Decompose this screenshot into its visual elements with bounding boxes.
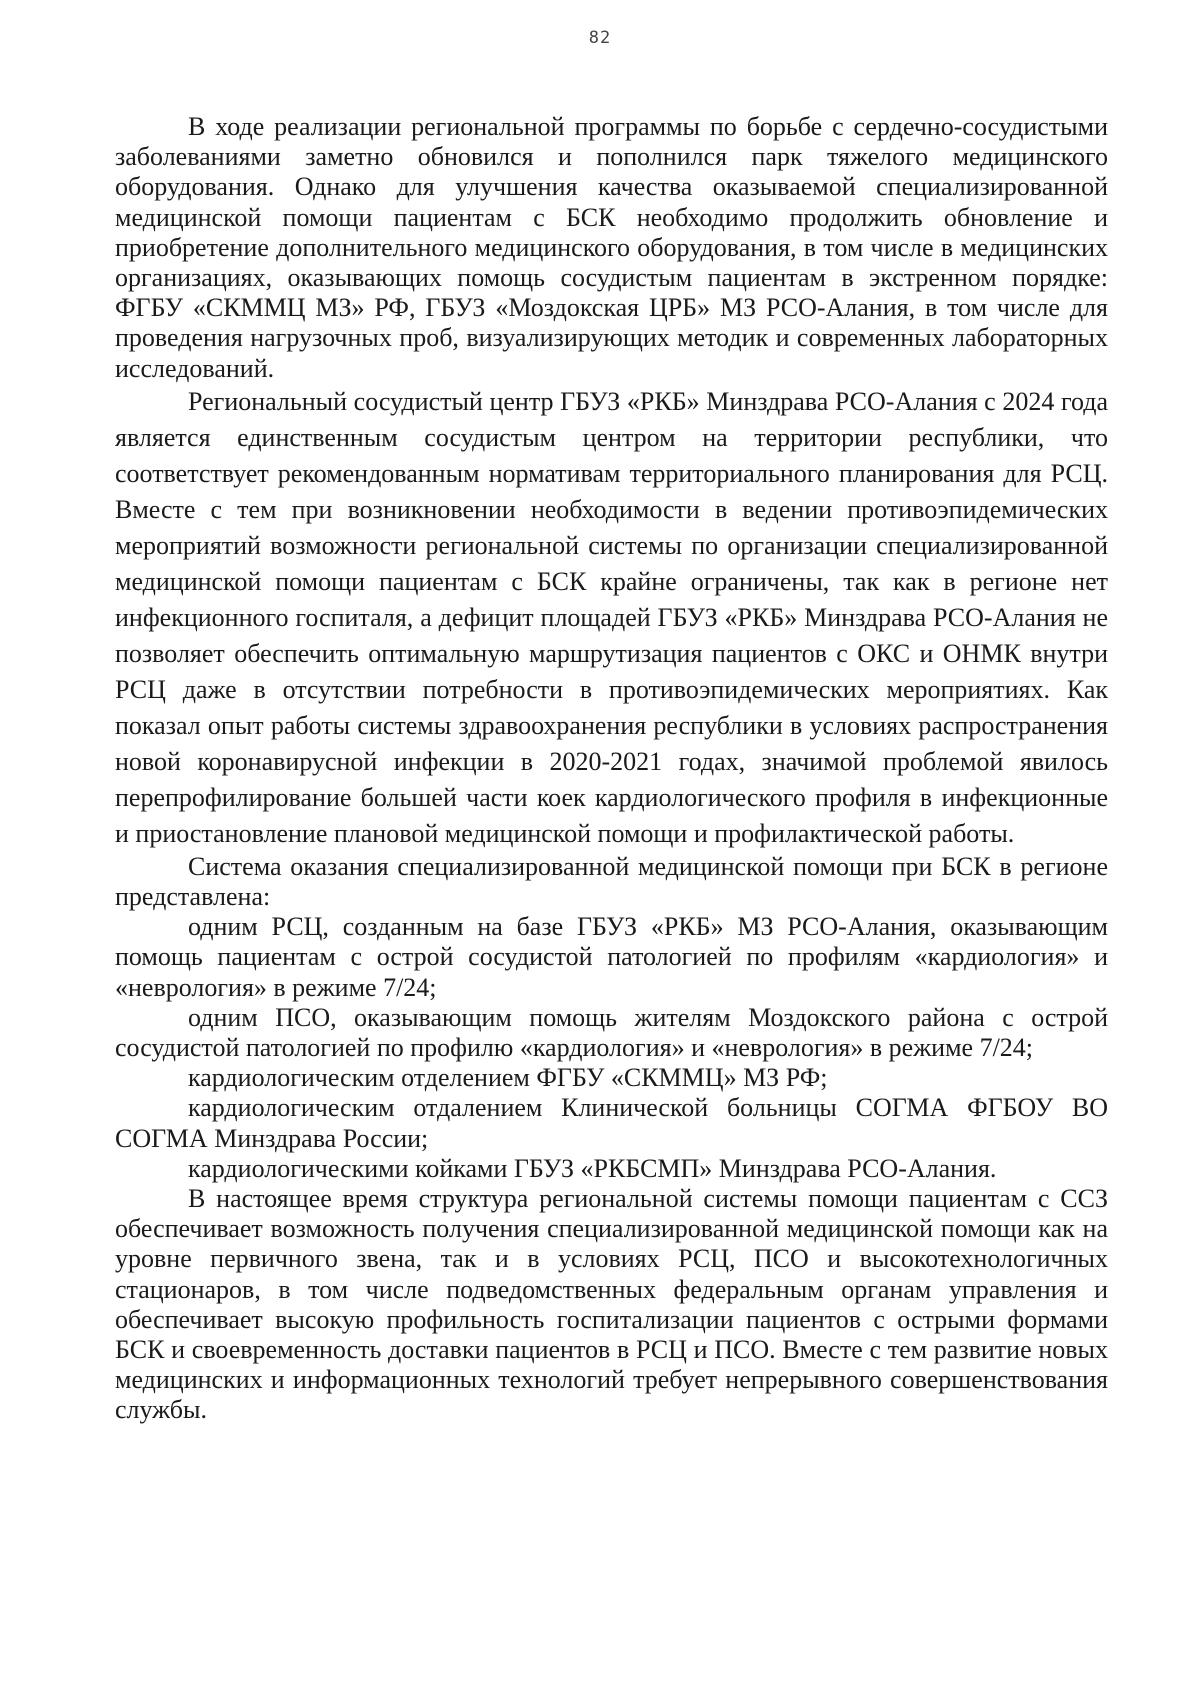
page-number: 82 [588,28,612,48]
paragraph-system-intro: Система оказания специализированной медицинской помощи при БСК в регионе представлена: [115,851,1108,912]
list-item-skmmc: кардиологическим отделением ФГБУ «СКММЦ» МЗ РФ; [188,1063,828,1093]
list-item-pso: одним ПСО, оказывающим помощь жителям Моздокского района с острой сосудистой патологией по профилю «кардиология» и «неврология» в режиме 7/24; [115,1002,1108,1063]
paragraph-vascular-center: Региональный сосудистый центр ГБУЗ «РКБ» Минздрава РСО-Алания с 2024 года является единственным сосудистым центром на территории республики, что соответствует рекомендованным нормативам территориального планирования для РСЦ. Вместе с тем при возникновении необходимости в ведении противоэпидемических мероприятий возможности региональной системы по организации специализированной медицинской помощи пациентам с БСК крайне ограничены, так как в регионе нет инфекционного госпиталя, а дефицит площадей ГБУЗ «РКБ» Минздрава РСО-Алания не позволяет обеспечить оптимальную маршрутизация пациентов с ОКС и ОНМК внутри РСЦ даже в отсутствии потребности в противоэпидемических мероприятиях. Как показал опыт работы системы здравоохранения республики в условиях распространения новой коронавирусной инфекции в 2020-2021 годах, значимой проблемой явилось перепрофилирование большей части коек кардиологического профиля в инфекционные и приостановление плановой медицинской помощи и профилактической работы. [115,386,1108,848]
list-item-rkbsmp: кардиологическими койками ГБУЗ «РКБСМП» Минздрава РСО-Алания. [188,1153,997,1183]
list-item-sogma: кардиологическим отдалением Клинической больницы СОГМА ФГБОУ ВО СОГМА Минздрава России; [115,1093,1108,1153]
document-body [115,112,1108,1426]
paragraph-current-structure: В настоящее время структура региональной системы помощи пациентам с ССЗ обеспечивает возможность получения специализированной медицинской помощи как на уровне первичного звена, так и в условиях РСЦ, ПСО и высокотехнологичных стационаров, в том числе подведомственных федеральным органам управления и обеспечивает высокую профильность госпитализации пациентов с острыми формами БСК и своевременность доставки пациентов в РСЦ и ПСО. Вместе с тем развитие новых медицинских и информационных технологий требует непрерывного совершенствования службы. [115,1184,1108,1425]
list-item-rsc: одним РСЦ, созданным на базе ГБУЗ «РКБ» МЗ РСО-Алания, оказывающим помощь пациентам с острой сосудистой патологией по профилям «кардиология» и «неврология» в режиме 7/24; [115,912,1108,1002]
paragraph-equipment: В ходе реализации региональной программы по борьбе с сердечно-сосудистыми заболеваниями заметно обновился и пополнился парк тяжелого медицинского оборудования. Однако для улучшения качества оказываемой специализированной медицинской помощи пациентам с БСК необходимо продолжить обновление и приобретение дополнительного медицинского оборудования, в том числе в медицинских организациях, оказывающих помощь сосудистым пациентам в экстренном порядке: ФГБУ «СКММЦ МЗ» РФ, ГБУЗ «Моздокская ЦРБ» МЗ РСО-Алания, в том числе для проведения нагрузочных проб, визуализирующих методик и современных лабораторных исследований. [115,112,1108,383]
